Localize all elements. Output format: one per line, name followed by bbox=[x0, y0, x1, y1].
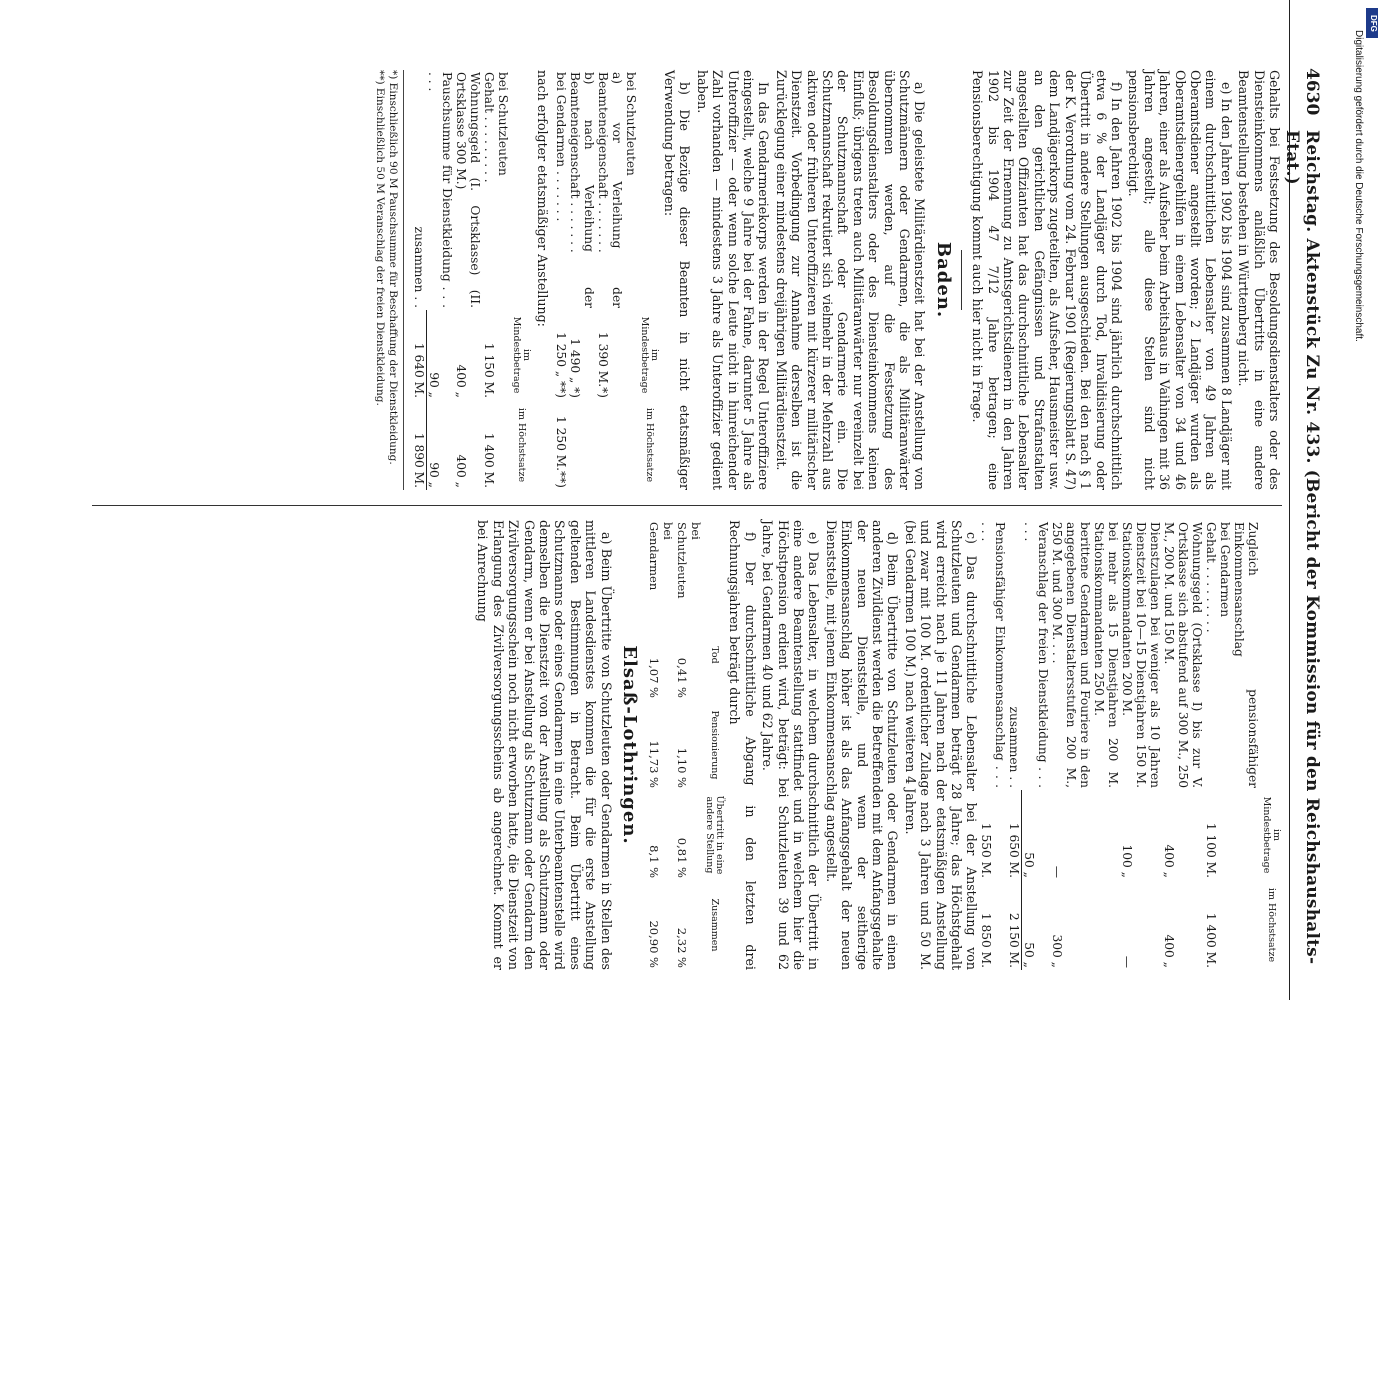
paragraph: f) In den Jahren 1902 bis 1904 sind jährlich durchschnittlich etwa 6 % der Landjäger durch Tod, Invalidisierung oder Übertritt in andere Stellungen ausgeschieden. Bei den nach § 1 der K. Verordnung vom 24. Februar 1901 (Regierungsblatt S. 47) dem Landjägerkorps zugeteilten, als Aufseher, Hausmeister usw. an den gerichtlichen Gefängnissen und Strafanstalten angestellten Offizianten hat das durchschnittliche Lebensalter zur Zeit der Ernennung zu Amtsgerichtsdienern in den Jahren 1902 bis 1904 47 7/12 Jahre betragen; eine Pensionsberechtigung kommt auch hier nicht in Frage. bbox=[970, 70, 1124, 490]
cell-min: 1 250 „ **) bbox=[553, 332, 568, 398]
row-label: Pauschsumme für Dienstkleidung . . . . . . bbox=[426, 72, 455, 308]
page-number: 4630 bbox=[1302, 68, 1322, 116]
table-row bbox=[496, 70, 510, 490]
cell-min: 1 640 M. bbox=[412, 310, 427, 400]
row-label: bei Schutzleuten bbox=[623, 72, 638, 176]
cell-max: 2 150 M. bbox=[1008, 880, 1023, 970]
cell-min bbox=[1218, 790, 1232, 880]
cell-max: 400 „ bbox=[1162, 934, 1176, 968]
cell-max bbox=[624, 400, 638, 490]
row-label: bei Schutzleuten bbox=[496, 72, 511, 176]
table-row bbox=[426, 70, 454, 490]
paragraph: a) Die geleistete Militärdienstzeit hat bei der Anstellung von Schutzmännern oder Gendarmen, die als Militäranwärter übernommen werden, auf die Festsetzung des Besoldungsdienstalters oder des Diensteinkommens keinen Einfluß; übrigens treten auch Militäranwärter nur vereinzelt bei der Schutzmannschaft oder Gendarmerie ein. Die Schutzmannschaft rekrutiert sich vielmehr in der Mehrzahl aus aktiven oder früheren Unteroffizieren mit kürzerer militärischer Dienstzeit. Vorbedingung zur Annahme derselben ist die Zurücklegung einer mindestens dreijährigen Militärdienstzeit. bbox=[773, 70, 928, 490]
table-row bbox=[1232, 520, 1260, 970]
section-rule bbox=[961, 250, 962, 310]
table-row bbox=[675, 520, 703, 970]
cell-min: 90 „ bbox=[426, 372, 441, 398]
paragraph: e) Das Lebensalter, in welchem durchschnittlich der Übertritt in eine andere Beamtenstellung stattfindet und in welchem hier die Höchstpension erdient wird, beträgt: bei Schutzleuten 39 und 62 Jahre, bei Gendarmen 40 und 62 Jahre. bbox=[760, 520, 822, 970]
col-header-max: im Höchstsatze bbox=[516, 407, 528, 483]
page-title: Reichstag. Aktenstück Zu Nr. 433. (Bericht der Kommission für den Reichshaushalts-Etat.) bbox=[1282, 130, 1322, 965]
table-row bbox=[454, 70, 482, 490]
cell-transfer: 8,1 % bbox=[647, 845, 661, 878]
table-row bbox=[647, 520, 675, 970]
cell-tod: 0,41 % bbox=[675, 657, 689, 698]
paragraph: f) Der durchschnittliche Abgang in den letzten drei Rechnungsjahren beträgt durch bbox=[727, 520, 758, 970]
cell-min: 50 „ bbox=[1022, 852, 1037, 878]
row-label: berittene Gendarmen und Fouriere in den angegebenen Dienstaltersstufen 200 M., 250 M. und 300 M. . . . bbox=[1050, 522, 1092, 788]
section-heading-baden: Baden. bbox=[932, 241, 954, 319]
cell-max: 1 850 M. bbox=[979, 912, 994, 968]
col-header-pension: Pensionierung bbox=[709, 710, 720, 780]
cell-max: — bbox=[1120, 955, 1134, 968]
attrition-table bbox=[647, 520, 725, 970]
cell-min: 1 150 M. bbox=[482, 342, 497, 398]
row-label: Wohnungsgeld (I. Ortsklasse) (II. Ortsklasse 300 M.) bbox=[454, 72, 483, 308]
cell-max: 1 400 M. bbox=[1204, 912, 1218, 968]
paragraph: c) Das durchschnittliche Lebensalter bei der Anstellung von Schutzleuten und Gendarmen beträgt 28 Jahre; das Höchstgehalt wird erreicht nach je 11 Jahren nach der etatsmäßigen Anstellung und zwar mit 100 M. ordentlicher Zulage nach 3 Jahren und 50 M. (bei Gendarmen 100 M.) nach weiteren 4 Jahren. bbox=[902, 520, 980, 970]
row-label: Dienstzulagen bei weniger als 10 Jahren Dienstzeit bei 10—15 Dienstjahren 150 M. Stationskommandanten 200 M. bbox=[1120, 522, 1162, 788]
row-label: bei Schutzleuten bbox=[675, 522, 703, 599]
cell-total: 2,32 % bbox=[675, 927, 689, 968]
cell-max: 90 „ bbox=[426, 462, 441, 488]
table-row bbox=[980, 520, 1008, 970]
paragraph: b) Die Bezüge dieser Beamten in nicht etatsmäßiger Verwendung betragen: bbox=[661, 70, 693, 490]
row-label: Gehalt . . . . . . . . . bbox=[482, 72, 497, 183]
cell-min: 1 490 „ *) bbox=[567, 338, 582, 398]
row-label: zusammen . . bbox=[1007, 706, 1022, 788]
rotated-page-content bbox=[20, 0, 1330, 1000]
col-header-transfer: Übertritt in eine andere Stellung bbox=[704, 795, 725, 875]
paragraph: e) In den Jahren 1902 bis 1904 sind zusammen 8 Landjäger mit einem durchschnittlichen Lebensalter von 49 Jahren als Oberamtsdiener angestellt worden; 2 Landjäger wurden als Oberamtsdienergehilfen in einem Lebensalter von 34 und 46 Jahren, einer als Aufseher beim Arbeitshaus in Vaihingen mit 36 Jahren angestellt; alle diese Stellen sind nicht pensionsberechtigt. bbox=[1126, 70, 1234, 490]
row-label: bei mehr als 15 Dienstjahren 200 M. Stationskommandanten 250 M. bbox=[1092, 522, 1120, 788]
page-header bbox=[1282, 0, 1330, 1000]
section-heading-elsass: Elsaß-Lothringen. bbox=[619, 645, 640, 845]
digitization-note bbox=[1352, 30, 1366, 980]
cell-min bbox=[1092, 790, 1120, 880]
row-label: bei Gendarmen bbox=[1218, 522, 1232, 618]
cell-min: — bbox=[1050, 865, 1064, 878]
col-header-total: Zusammen bbox=[709, 898, 720, 952]
table-row bbox=[1050, 520, 1092, 970]
row-label: Wohnungsgeld (Ortsklasse I) bis zur V. Ortsklasse sich abstufend auf 300 M., 250 M., 200 M. und 150 M. bbox=[1162, 522, 1204, 788]
cell-min bbox=[1232, 790, 1260, 880]
table-row-total bbox=[1008, 520, 1023, 970]
cell-min: 1 550 M. bbox=[979, 822, 994, 878]
table-row bbox=[554, 70, 568, 490]
table-row bbox=[1218, 520, 1232, 970]
footnotes bbox=[373, 70, 404, 490]
col-header-tod: Tod bbox=[709, 646, 720, 664]
table-row bbox=[624, 70, 638, 490]
row-label: bei Gendarmen . . . . . . . bbox=[553, 72, 568, 222]
row-label: a) vor Verleihung der Beamteneigenschaft . . . . . . . bbox=[595, 72, 624, 308]
cell-max bbox=[1092, 880, 1120, 970]
cell-max: 1 890 M. bbox=[412, 400, 427, 490]
cell-max bbox=[1218, 880, 1232, 970]
cell-max: 1 250 M.**) bbox=[553, 415, 568, 488]
pay-table-gendarmen bbox=[980, 520, 1283, 970]
table-row bbox=[1022, 520, 1050, 970]
table-row bbox=[568, 70, 596, 490]
cell-min bbox=[624, 310, 638, 400]
table-row bbox=[596, 70, 624, 490]
cell-max bbox=[1232, 880, 1260, 970]
cell-max: 300 „ bbox=[1050, 934, 1064, 968]
col-header-max: im Höchstsatze bbox=[643, 407, 655, 483]
cell-tod: 1,07 % bbox=[647, 657, 661, 698]
column-divider bbox=[92, 505, 1282, 506]
paragraph: nach erfolgter etatsmäßiger Anstellung: bbox=[534, 70, 550, 327]
table-row bbox=[1120, 520, 1162, 970]
paragraph: a) Beim Übertritte von Schutzleuten oder Gendarmen in Stellen des mittleren Landesdienstes kommen die für die erste Anstellung geltenden Bestimmungen in Betracht. Beim Übertritt eines Schutzmanns oder eines Gendarmen in eine Unterbeamtenstelle wird demselben die Dienstzeit von der Anstellung als Schutzmann oder Gendarm, wenn er bei Anstellung als Schutzmann oder Gendarm den Zivilversorgungsschein noch nicht erworben hatte, die Dienstzeit von Erlangung des Zivilversorgungsscheins ab angerechnet. Kommt er bei Anrechnung bbox=[475, 520, 614, 970]
cell-max bbox=[568, 400, 596, 490]
digitization-text: Digitalisierung gefördert durch die Deutsche Forschungsgemeinschaft. bbox=[1353, 30, 1364, 342]
table-row bbox=[1092, 520, 1120, 970]
col-header-max: im Höchstsatze bbox=[1266, 887, 1277, 963]
cell-min: 100 „ bbox=[1120, 844, 1134, 878]
cell-max bbox=[596, 400, 624, 490]
table-row-total bbox=[412, 70, 427, 490]
cell-pension: 11,73 % bbox=[647, 740, 661, 788]
cell-min: 400 „ bbox=[1162, 844, 1176, 878]
cell-max: 400 „ bbox=[454, 454, 469, 488]
row-label: zusammen . . bbox=[411, 226, 426, 308]
cell-min: 1 650 M. bbox=[1008, 790, 1023, 880]
cell-max: 50 „ bbox=[1022, 942, 1037, 968]
table-row bbox=[1204, 520, 1218, 970]
cell-max bbox=[496, 400, 510, 490]
paragraph: d) Beim Übertritte von Schutzleuten oder Gendarmen in einen anderen Zivildienst werden die Betreffenden mit dem Anfangsgehalte der neuen Dienststelle, und wenn der seitherige Einkommensanschlag höher ist als das Anfangsgehalt der neuen Dienststelle, mit jenem Einkommensanschlag angestellt. bbox=[823, 520, 901, 970]
footnote: **) Einschließlich 50 M Veranschlag der freien Dienstkleidung. bbox=[373, 70, 386, 406]
row-label: Veranschlag der freien Dienstkleidung . . . . . . bbox=[1022, 522, 1050, 788]
row-label: Zugleich pensionsfähiger Einkommensanschlag bbox=[1232, 522, 1260, 788]
row-label: Pensionsfähiger Einkommensanschlag . . . . . . bbox=[979, 522, 1008, 788]
row-label: bei Gendarmen bbox=[647, 522, 675, 591]
table-row bbox=[482, 70, 496, 490]
cell-min bbox=[496, 310, 510, 400]
cell-transfer: 0,81 % bbox=[675, 837, 689, 878]
row-label: b) nach Verleihung der Beamteneigenschaft . . . . . . . bbox=[567, 72, 596, 308]
paragraph: Gehalts bei Festsetzung des Besoldungsdienstalters oder des Diensteinkommens anläßlich Übertritts in eine andere Beamtenstellung bestehen in Württemberg nicht. bbox=[1236, 70, 1282, 490]
right-column bbox=[473, 520, 1282, 970]
pay-table-etat bbox=[412, 70, 533, 490]
paragraph: In das Gendarmeriekorps werden in der Regel Unteroffiziere eingestellt, welche 9 Jahre bei der Fahne, darunter 5 Jahre als Unteroffizier — oder wenn solche Leute nicht in hinreichender Zahl vorhanden — mindestens 3 Jahre als Unteroffizier gedient haben. bbox=[694, 70, 772, 490]
cell-pension: 1,10 % bbox=[675, 747, 689, 788]
row-label: Gehalt . . . . . . . . . bbox=[1204, 522, 1218, 633]
pay-table-noneat bbox=[554, 70, 660, 490]
cell-total: 20,90 % bbox=[647, 920, 661, 968]
dfg-logo: DFG bbox=[1366, 8, 1378, 38]
cell-min: 400 „ bbox=[454, 364, 469, 398]
col-header-min: im Mindestbetrage bbox=[511, 316, 533, 394]
left-column bbox=[373, 70, 1282, 490]
cell-min: 1 100 M. bbox=[1204, 822, 1218, 878]
table-row bbox=[1162, 520, 1204, 970]
cell-max: 1 400 M. bbox=[482, 432, 497, 488]
cell-min: 1 390 M.*) bbox=[595, 332, 610, 398]
col-header-min: im Mindestbetrage bbox=[1261, 796, 1282, 874]
footnote: *) Einschließlich 90 M Pauschsumme für Beschaffung der Dienstkleidung. bbox=[386, 70, 399, 465]
col-header-min: im Mindestbetrage bbox=[638, 316, 660, 394]
